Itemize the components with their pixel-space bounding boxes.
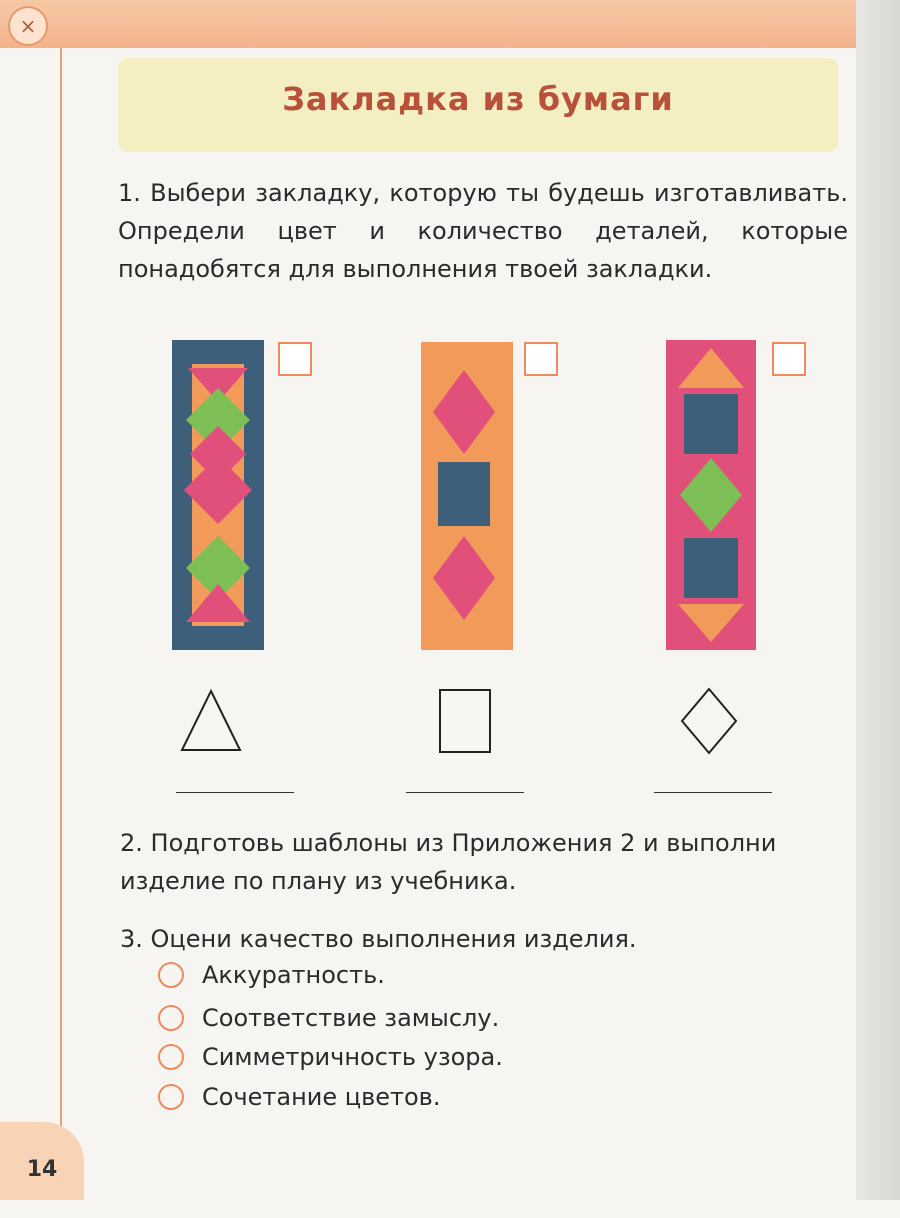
task-1-text: 1. Выбери закладку, которую ты будешь изготавливать. Определи цвет и количество деталей, которые понадобятся для выполнения твоей закладки. xyxy=(118,179,848,283)
decorative-header-band xyxy=(0,0,900,48)
close-icon[interactable]: × xyxy=(8,6,48,46)
option-radio[interactable] xyxy=(158,1044,184,1070)
margin-line xyxy=(60,48,62,1148)
option-label: Аккуратность. xyxy=(202,961,385,989)
bookmark-2-checkbox[interactable] xyxy=(524,342,558,376)
bookmark-1-checkbox[interactable] xyxy=(278,342,312,376)
option-radio[interactable] xyxy=(158,962,184,988)
option-row[interactable] xyxy=(158,1000,499,1036)
option-radio[interactable] xyxy=(158,1084,184,1110)
bookmark-3-checkbox[interactable] xyxy=(772,342,806,376)
bookmark-1 xyxy=(172,340,264,650)
diamond-outline-icon xyxy=(678,686,740,756)
rectangle-outline-icon xyxy=(438,688,494,754)
triangle-outline-icon xyxy=(178,688,244,754)
page-edge xyxy=(856,0,900,1200)
option-row[interactable] xyxy=(158,957,385,993)
option-row[interactable] xyxy=(158,1079,440,1115)
bookmark-3 xyxy=(666,340,756,650)
option-label: Сочетание цветов. xyxy=(202,1083,441,1111)
option-radio[interactable] xyxy=(158,1005,184,1031)
bookmark-3-square-top xyxy=(684,394,738,454)
page-number: 14 xyxy=(0,1122,84,1200)
answer-line-1[interactable] xyxy=(176,792,294,793)
option-label: Соответствие замыслу. xyxy=(202,1004,500,1032)
option-row[interactable] xyxy=(158,1039,503,1075)
answer-line-2[interactable] xyxy=(406,792,524,793)
bookmark-3-square-bottom xyxy=(684,538,738,598)
task-3-heading: 3. Оцени качество выполнения изделия. xyxy=(120,925,637,953)
bookmark-2-square xyxy=(438,462,490,526)
answer-line-3[interactable] xyxy=(654,792,772,793)
page-title: Закладка из бумаги xyxy=(282,80,674,118)
option-label: Симметричность узора. xyxy=(202,1043,503,1071)
task-2-text: 2. Подготовь шаблоны из Приложения 2 и выполни изделие по плану из учебника. xyxy=(120,829,777,895)
bookmark-2 xyxy=(421,342,513,650)
